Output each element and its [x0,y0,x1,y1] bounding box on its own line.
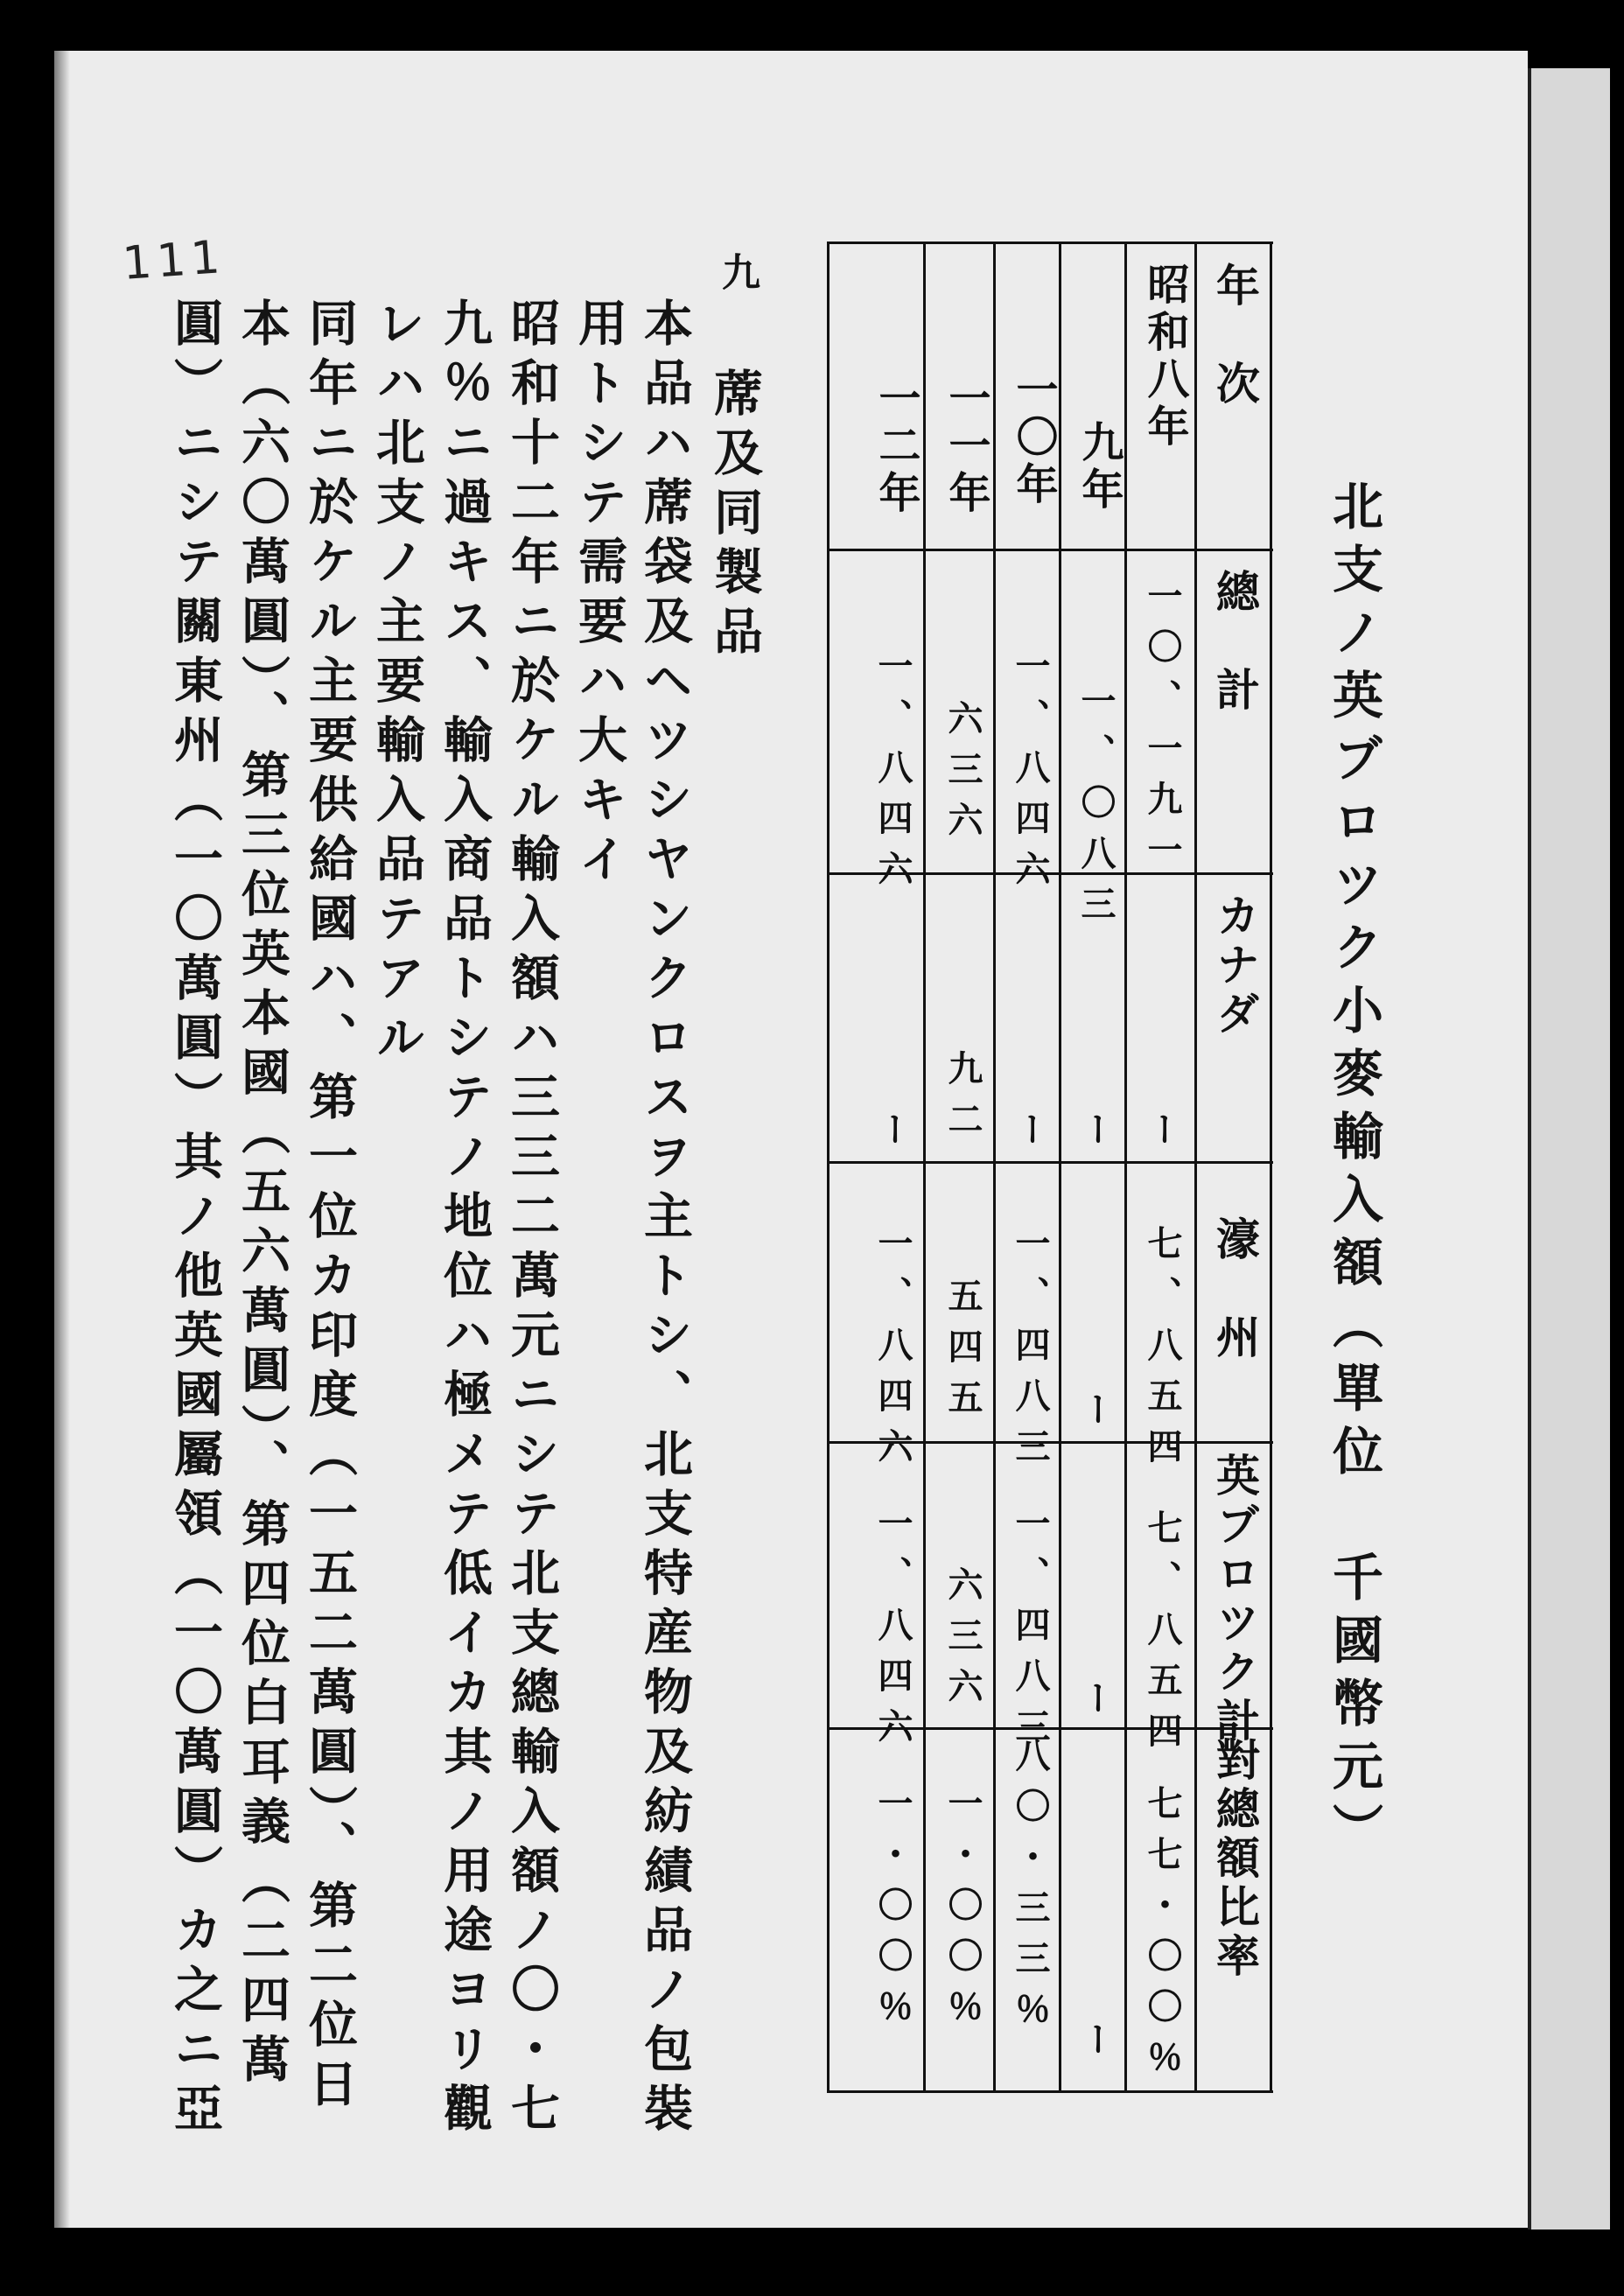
body-line: 用トシテ需要ハ大キイ [570,298,628,892]
row-total: 一〇、一九一 [1142,578,1182,882]
row-canada: ー [1142,1111,1182,1162]
row-ratio: 一・〇〇％ [872,1785,913,2039]
row-australia: 七、八五四 [1142,1225,1182,1479]
body-line: レハ北支ノ主要輸入品テアル [368,298,426,1071]
row-total: 一、八四六 [1010,648,1050,901]
table-divider [1124,244,1127,2090]
row-ratio: ー [1075,2021,1116,2072]
table-divider [1059,244,1061,2090]
row-ratio: 八〇・三三％ [1010,1737,1050,2041]
row-year: 九年 [1074,420,1124,514]
body-line: 圓）ニシテ關東州（一〇萬圓）其ノ他英國屬領（一〇萬圓）カ之ニ亞 [166,298,224,2142]
row-year: 一一年 [942,376,990,518]
row-total: 一、〇八三 [1075,682,1116,936]
row-ratio: 七七・〇〇％ [1142,1785,1182,2090]
section-number: 九 [715,252,760,301]
header-ratio: 對總額比率 [1209,1737,1261,1982]
header-total: 總 計 [1209,569,1261,716]
handwritten-page-number: 111 [121,230,228,291]
table-border-left [827,244,830,2090]
header-canada: カナダ [1209,892,1261,1040]
row-canada: ー [1010,1111,1050,1162]
row-canada: 九二 [942,1050,983,1152]
table-divider [923,244,926,2090]
row-australia: ー [1075,1391,1116,1442]
row-bloc-total: 七、八五四 [1142,1509,1182,1763]
row-bloc-total: 六三六 [942,1566,983,1718]
row-bloc-total: 一、八四六 [872,1505,913,1759]
table-divider [1194,244,1197,2090]
row-total: 一、八四六 [872,648,913,901]
adjacent-page-edge [1528,68,1610,2230]
row-year: 一二年 [872,376,920,518]
page-binding-shadow [54,51,70,2228]
row-australia: 一、八四六 [872,1225,913,1479]
row-bloc-total: 一、四八三 [1010,1505,1050,1759]
row-ratio: 一・〇〇％ [942,1785,983,2039]
table-title: 北支ノ英ブロツク小麥輸入額（單位 千國幣元） [1324,480,1383,1866]
row-year: 昭和八年 [1140,262,1189,452]
table-border-right [1270,244,1272,2090]
row-australia: 一、四八三 [1010,1225,1050,1479]
row-bloc-total: ー [1075,1680,1116,1731]
header-bloc-total: 英ブロツク計 [1209,1452,1261,1746]
header-year: 年 次 [1209,262,1261,410]
row-australia: 五四五 [942,1278,983,1430]
section-heading: 蓆及同製品 [706,368,764,665]
body-line: 昭和十二年ニ於ケル輸入額ハ三三二萬元ニシテ北支總輸入額ノ〇・七 [503,298,561,2142]
body-line: 同年ニ於ケル主要供給國ハ、第一位カ印度（一五二萬圓）、第二位日 [301,298,359,2118]
row-year: 一〇年 [1009,368,1058,509]
table-divider [827,549,1273,551]
row-canada: ー [1075,1111,1116,1162]
body-line: 九％ニ過キス、輸入商品トシテノ地位ハ極メテ低イカ其ノ用途ヨリ觀 [436,298,494,2142]
table-divider [993,244,996,2090]
row-total: 六三六 [942,700,983,852]
row-canada: ー [872,1111,913,1162]
body-line: 本（六〇萬圓）、第三位英本國（五六萬圓）、第四位白耳義（二四萬 [234,298,291,2093]
body-line: 本品ハ蓆袋及ヘツシヤンクロスヲ主トシ、北支特産物及紡績品ノ包裝 [636,298,694,2142]
header-australia: 濠 州 [1209,1216,1261,1363]
